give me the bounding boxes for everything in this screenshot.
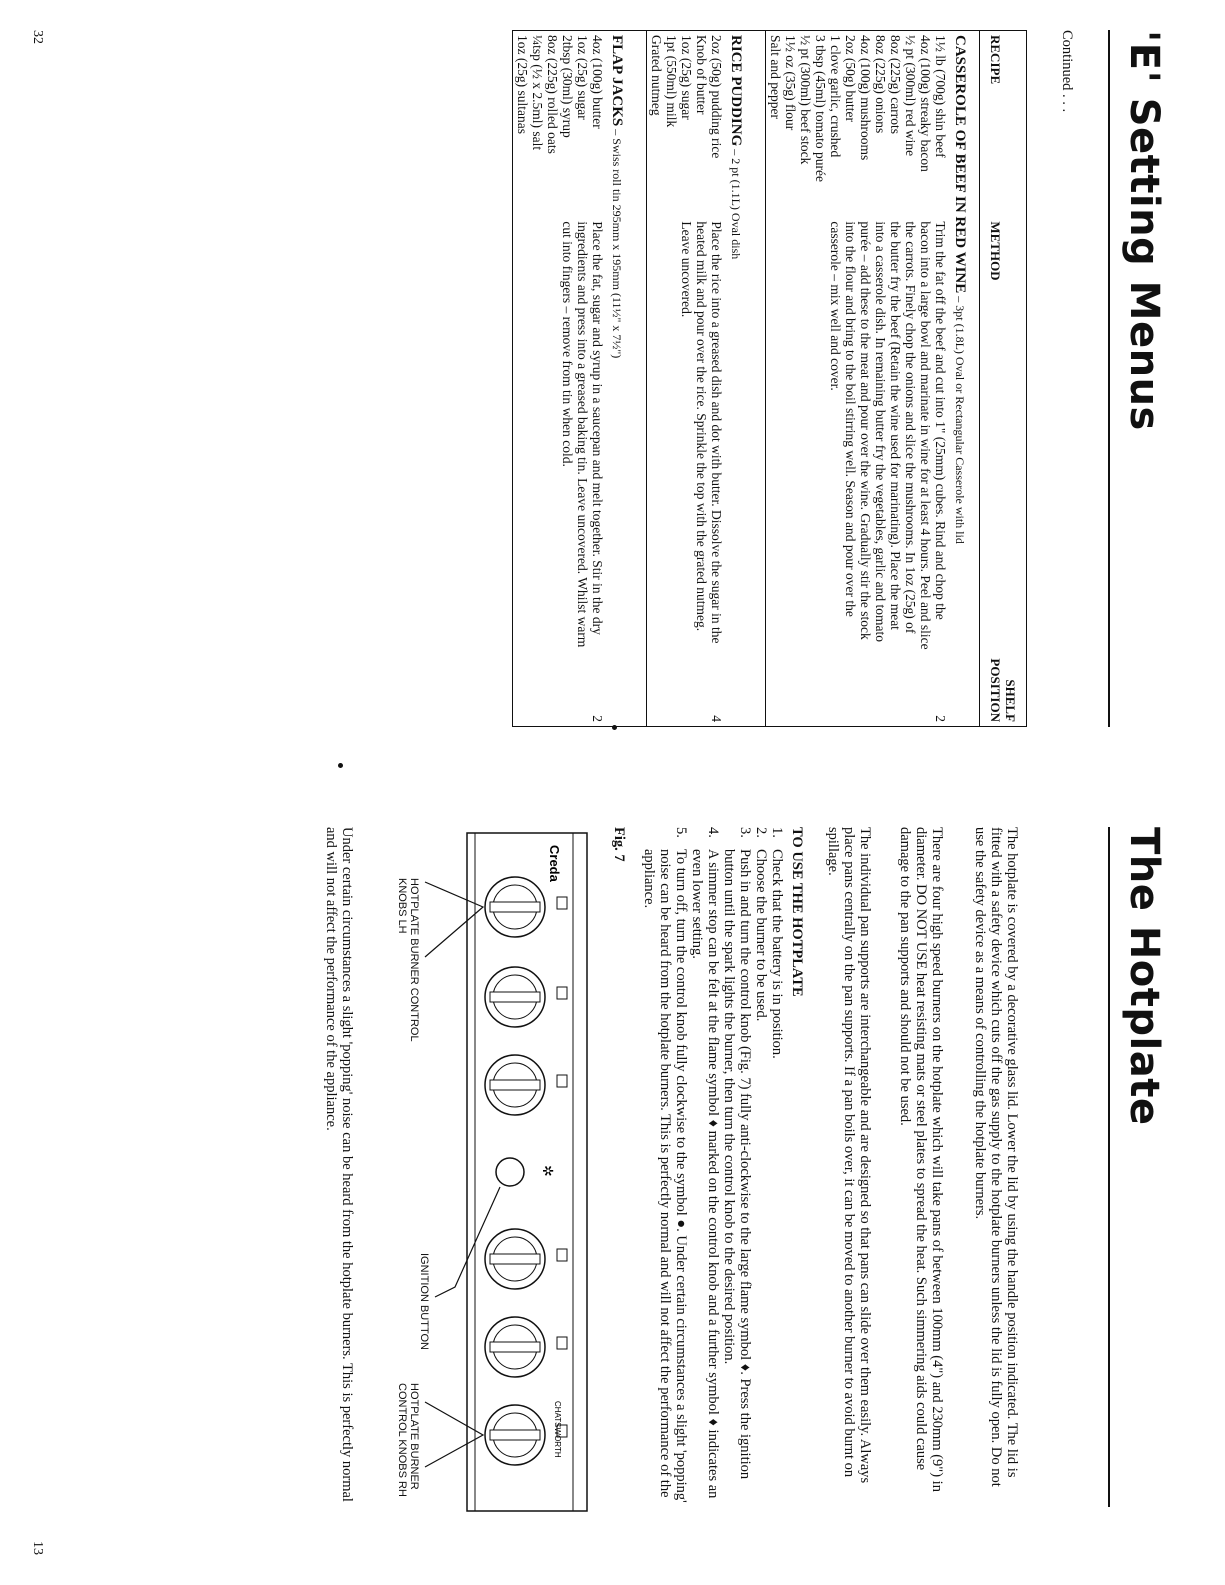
burner-info: There are four high speed burners on the hotplate which will take pans of between 100mm (4") and 230mm (9") in diameter. DO NOT USE heat resisting mats or steel plates to spread the heat. Such simmering aids could cause damage to the pan supports and should not be used. bbox=[897, 827, 945, 1492]
ingredient-item: ¼tsp (½ x 2.5ml) salt bbox=[530, 35, 545, 151]
ingredient-list bbox=[768, 35, 948, 213]
step-number: 5. bbox=[673, 827, 689, 838]
step-number: 4. bbox=[705, 827, 721, 838]
ingredient-item: Salt and pepper bbox=[768, 35, 783, 119]
symbol-marks bbox=[557, 897, 567, 1437]
ingredient-item: 8oz (225g) carrots bbox=[888, 35, 903, 134]
ingredient-item: ½ pt (300ml) red wine bbox=[903, 35, 918, 157]
step-item bbox=[689, 827, 721, 1507]
ingredient-item: 4oz (100g) mushrooms bbox=[858, 35, 873, 161]
recipe-row bbox=[766, 31, 951, 727]
margin-dot-right bbox=[338, 763, 343, 768]
ingredient-list bbox=[515, 35, 605, 213]
step-item bbox=[721, 827, 753, 1507]
section-heading: TO USE THE HOTPLATE bbox=[789, 827, 805, 997]
recipe-title: CASSEROLE OF BEEF IN RED WINE bbox=[952, 35, 968, 294]
recipe-title-row bbox=[726, 31, 755, 727]
ingredient-item: 1pt (550ml) milk bbox=[664, 35, 679, 128]
page-number-left: 32 bbox=[30, 30, 45, 44]
step-text: Push in and turn the control knob (Fig. 7) fully anti-clockwise to the large flame symbol ♦. Press the ignition button until the spark lights the burner, then turn the control knob to the desired position. bbox=[721, 849, 753, 1480]
svg-text:✲: ✲ bbox=[539, 1165, 555, 1177]
recipe-method: Place the fat, sugar and syrup in a saucepan and melt together. Stir in the dry ingredients and press into a greased baking tin. Leave uncovered. Whilst warm cut into fingers – remove from tin when cold. bbox=[560, 221, 605, 648]
recipe-separator bbox=[755, 31, 766, 727]
ingredient-item: 1½ oz (35g) flour bbox=[783, 35, 798, 131]
recipe-shelf: 4 bbox=[709, 715, 724, 722]
recipe-title-row bbox=[950, 31, 980, 727]
ingredient-item: Grated nutmeg bbox=[649, 35, 664, 116]
recipe-title: FLAP JACKS bbox=[609, 35, 625, 127]
model-name: CHATSWORTH bbox=[553, 1401, 562, 1458]
ingredient-item: 4oz (100g) butter bbox=[590, 35, 605, 129]
fig-label: Fig. 7 bbox=[611, 827, 627, 862]
recipe-subtitle: – Swiss roll tin 295mm x 195mm (11½" x 7½") bbox=[610, 126, 624, 359]
recipe-ingredients bbox=[766, 31, 951, 218]
knob-rh-1[interactable] bbox=[485, 1317, 545, 1377]
ingredient-item: 8oz (225g) onions bbox=[873, 35, 888, 134]
ingredient-item: 3 tbsp (45ml) tomato purée bbox=[813, 35, 828, 182]
page-title-left: 'E' Setting Menus bbox=[1121, 30, 1167, 431]
step-item bbox=[769, 827, 785, 1507]
recipe-title-row bbox=[607, 31, 636, 727]
ignition-button[interactable] bbox=[496, 1158, 555, 1186]
ingredient-item: 2oz (50g) butter bbox=[843, 35, 858, 122]
recipe-row bbox=[513, 31, 608, 727]
ingredient-item: ½ pt (300ml) beef stock bbox=[798, 35, 813, 165]
step-text: Check that the battery is in position. bbox=[769, 849, 785, 1059]
label-knobs-rh: HOTPLATE BURNER CONTROL KNOBS RH bbox=[396, 1383, 420, 1497]
step-text: To turn off, turn the control knob fully clockwise to the symbol ●. Under certain circumstances a slight 'popping' noise can be heard from the hotplate burners. This is perfectly normal and will not affect the performance of the appliance. bbox=[641, 849, 689, 1503]
header-method: METHOD bbox=[980, 217, 1027, 654]
table-header-row bbox=[980, 31, 1027, 727]
step-text: Choose the burner to be used. bbox=[753, 849, 769, 1022]
steps-list bbox=[641, 827, 785, 1507]
closing-note: Under certain circumstances a slight 'popping' noise can be heard from the hotplate burners. This is perfectly normal and will not affect the performance of the appliance. bbox=[323, 827, 355, 1502]
step-number: 2. bbox=[753, 827, 769, 838]
title-rule-left bbox=[1108, 30, 1110, 727]
title-rule-right bbox=[1108, 827, 1110, 1507]
ingredient-item: 2tbsp (30ml) syrup bbox=[560, 35, 575, 138]
pan-supports-info: The individual pan supports are interchangeable and are designed so that pans can slide over them easily. Always place pans centrally on the pan supports. If a pan boils over, it can be moved to another burner to avoid burnt on spillage. bbox=[825, 827, 873, 1484]
ingredient-item: Knob of butter bbox=[694, 35, 709, 115]
knob-rh-2[interactable] bbox=[485, 1405, 545, 1465]
recipe-ingredients bbox=[647, 31, 727, 218]
ingredient-list bbox=[649, 35, 724, 213]
ingredient-item: 1oz (25g) sugar bbox=[679, 35, 694, 120]
step-item bbox=[641, 827, 689, 1507]
recipe-ingredients bbox=[513, 31, 608, 218]
recipe-body bbox=[513, 31, 980, 727]
margin-dot bbox=[612, 725, 617, 730]
right-page bbox=[0, 793, 1225, 1585]
recipe-title: RICE PUDDING bbox=[728, 35, 744, 147]
recipe-subtitle: – 3pt (1.8L) Oval or Rectangular Casserole with lid bbox=[953, 293, 967, 544]
knob-lh-3[interactable] bbox=[485, 1055, 545, 1115]
recipe-shelf: 2 bbox=[590, 715, 605, 722]
header-shelf: SHELF POSITION bbox=[980, 654, 1027, 726]
recipe-method: Trim the fat off the beef and cut into 1" (25mm) cubes. Rind and chop the bacon into a large bowl and marinate in wine for at least 4 hours. Peel and slice the carrots. Finely chop the onions and slice the mushrooms. In 1oz (25g) of the butter fry the beef (Retain the wine used for marinating). Place the meat into a casserole dish. In remaining butter fry the vegetables, garlic and tomato purée – add these to the meat and pour over the wine. Gradually stir the stock into the flour and bring to the boil stirring well. Season and pour over the casserole – mix well and cover. bbox=[828, 221, 948, 650]
page-title-right: The Hotplate bbox=[1121, 827, 1167, 1126]
oven-knob[interactable] bbox=[485, 1229, 545, 1289]
ingredient-item: 4oz (100g) streaky bacon bbox=[918, 35, 933, 172]
step-item bbox=[753, 827, 769, 1507]
knob-lh-1[interactable] bbox=[485, 877, 545, 937]
ingredient-item: 1oz (25g) sugar bbox=[575, 35, 590, 120]
ingredient-item: 1½ lb (700g) shin beef bbox=[933, 35, 948, 158]
recipe-method: Place the rice into a greased dish and dot with butter. Dissolve the sugar in the heated milk and pour over the rice. Sprinkle the top with the grated nutmeg. Leave uncovered. bbox=[679, 221, 724, 644]
ingredient-item: 8oz (225g) rolled oats bbox=[545, 35, 560, 154]
hotplate-intro: The hotplate is covered by a decorative glass lid. Lower the lid by using the handle position indicated. The lid is fitted with a safety device which cuts off the gas supply to the hotplate burners unless the lid is fully open. Do not use the safety device as a means of controlling the hotplate burners. bbox=[972, 827, 1020, 1487]
recipe-subtitle: – 2 pt (1.1L) Oval dish bbox=[729, 146, 743, 260]
label-ignition: IGNITION BUTTON bbox=[418, 1253, 430, 1350]
callout-lines bbox=[425, 882, 500, 1467]
ingredient-item: 1 clove garlic, crushed bbox=[828, 35, 843, 158]
knob-lh-2[interactable] bbox=[485, 967, 545, 1027]
recipe-row bbox=[647, 31, 727, 727]
continued-note: Continued . . . bbox=[1059, 30, 1075, 113]
left-page bbox=[0, 0, 1225, 792]
brand-logo: Creda bbox=[547, 845, 562, 882]
ingredient-item: 2oz (50g) pudding rice bbox=[709, 35, 724, 159]
recipe-separator bbox=[636, 31, 647, 727]
step-text: A simmer stop can be felt at the flame symbol ♦ marked on the control knob and a further symbol ♦ indicates an even lower setting. bbox=[689, 849, 721, 1499]
step-number: 1. bbox=[769, 827, 785, 838]
step-number: 3. bbox=[737, 827, 753, 838]
page-number-right: 13 bbox=[30, 1541, 45, 1555]
recipe-table bbox=[512, 30, 1027, 727]
label-knobs-lh: HOTPLATE BURNER CONTROL KNOBS LH bbox=[396, 878, 420, 1042]
recipe-shelf: 2 bbox=[933, 715, 948, 722]
header-recipe: RECIPE bbox=[980, 31, 1027, 218]
ingredient-item: 1oz (25g) sultanas bbox=[515, 35, 530, 134]
